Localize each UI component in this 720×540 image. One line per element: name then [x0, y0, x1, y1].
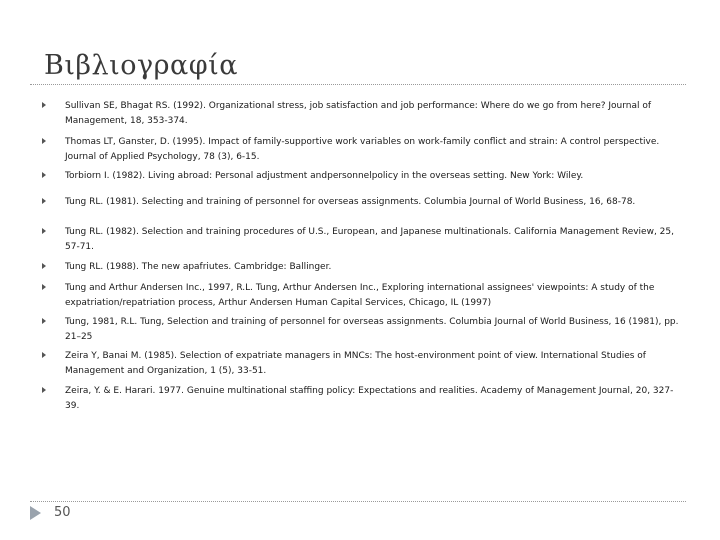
bullet-arrow-icon [42, 318, 46, 324]
reference-text: Zeira Y, Banai M. (1985). Selection of expatriate managers in MNCs: The host-environment point of view. International Studies of Management and Organization, 1 (5), 33-51. [65, 351, 646, 376]
reference-text: Torbiorn I. (1982). Living abroad: Personal adjustment andpersonnelpolicy in the overseas setting. New York: Wiley. [65, 171, 584, 181]
bullet-arrow-icon [42, 228, 46, 234]
reference-text: Tung RL. (1988). The new apafriutes. Cambridge: Ballinger. [65, 262, 332, 272]
footer-divider [30, 501, 686, 502]
page-marker-icon [30, 506, 41, 520]
reference-text: Sullivan SE, Bhagat RS. (1992). Organizational stress, job satisfaction and job performance: Where do we go from here? Journal of Management, 18, 353-374. [65, 101, 652, 126]
bullet-arrow-icon [42, 172, 46, 178]
page-number: 50 [54, 505, 71, 520]
reference-text: Tung RL. (1981). Selecting and training of personnel for overseas assignments. Columbia Journal of World Business, 16, 68-78. [65, 197, 636, 207]
bullet-arrow-icon [42, 352, 46, 358]
bullet-arrow-icon [42, 138, 46, 144]
slide-title: Βιβλιογραφία [44, 50, 238, 81]
reference-text: Zeira, Y. & E. Harari. 1977. Genuine multinational staffing policy: Expectations and realities. Academy of Management Journal, 20, 327-39. [65, 386, 674, 411]
reference-text: Tung, 1981, R.L. Tung, Selection and training of personnel for overseas assignments. Columbia Journal of World Business, 16 (1981), pp. 21–25 [65, 317, 679, 342]
reference-text: Tung and Arthur Andersen Inc., 1997, R.L. Tung, Arthur Andersen Inc., Exploring international assignees' viewpoints: A study of the expatriation/repatriation process, Arthur Andersen Human Capital Services, Chicago, IL (1997) [65, 283, 655, 308]
bullet-arrow-icon [42, 387, 46, 393]
bullet-arrow-icon [42, 198, 46, 204]
bullet-arrow-icon [42, 102, 46, 108]
reference-text: Thomas LT, Ganster, D. (1995). Impact of family-supportive work variables on work-family conflict and strain: A control perspective. Journal of Applied Psychology, 78 (3), 6-15. [65, 137, 660, 162]
bullet-arrow-icon [42, 284, 46, 290]
reference-text: Tung RL. (1982). Selection and training procedures of U.S., European, and Japanese multinationals. California Management Review, 25, 57-71. [65, 227, 674, 252]
bullet-arrow-icon [42, 263, 46, 269]
